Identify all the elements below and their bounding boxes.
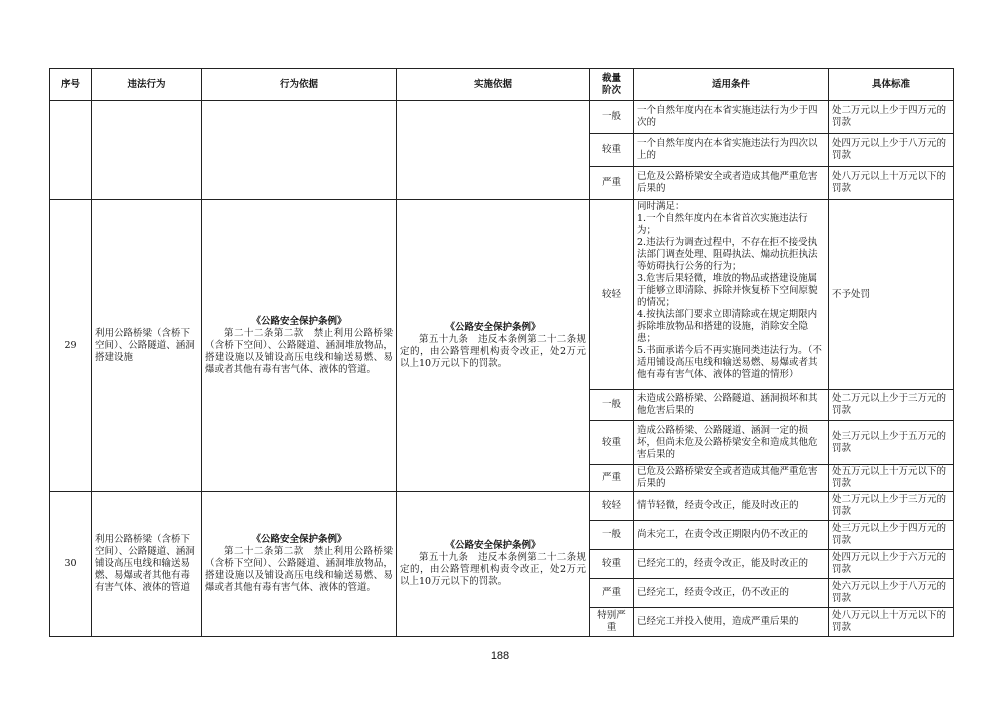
law-title: 《公路安全保护条例》 xyxy=(445,540,541,551)
level-cell: 一般 xyxy=(590,521,634,550)
standard-cell: 处四万元以上少于六万元的罚款 xyxy=(829,550,954,579)
law-text: 第五十九条 违反本条例第二十二条规定的，由公路管理机构责令改正，处2万元以上10万元以下的罚款。 xyxy=(400,552,586,587)
condition-line: 5.书面承诺今后不再实施同类违法行为。（不适用铺设高压电线和输送易燃、易爆或者其他有毒有害气体、液体的管道的情形） xyxy=(637,345,822,380)
condition-line: 4.按执法部门要求立即清除或在规定期限内拆除堆放物品和搭建的设施，消除安全隐患； xyxy=(637,309,818,344)
standard-cell: 处三万元以上少于四万元的罚款 xyxy=(829,521,954,550)
header-cell: 序号 xyxy=(50,69,92,101)
header-cell: 具体标准 xyxy=(829,69,954,101)
header-row xyxy=(50,69,954,101)
standard-cell: 处三万元以上少于五万元的罚款 xyxy=(829,421,954,465)
standard-cell: 处二万元以上少于三万元的罚款 xyxy=(829,390,954,421)
standard-cell: 处四万元以上少于八万元的罚款 xyxy=(829,134,954,167)
condition-cell xyxy=(634,200,829,390)
standard-cell: 处五万元以上十万元以下的罚款 xyxy=(829,465,954,492)
level-cell: 严重 xyxy=(590,579,634,608)
level-cell: 一般 xyxy=(590,101,634,134)
impl-cell xyxy=(397,492,590,637)
law-text: 第二十二条第二款 禁止利用公路桥梁（含桥下空间）、公路隧道、涵洞堆放物品，搭建设施以及铺设高压电线和输送易燃、易爆或者其他有毒有害气体、液体的管道。 xyxy=(205,546,393,593)
condition-cell: 一个自然年度内在本省实施违法行为四次以上的 xyxy=(634,134,829,167)
level-cell: 较重 xyxy=(590,134,634,167)
law-text: 第二十二条第二款 禁止利用公路桥梁（含桥下空间）、公路隧道、涵洞堆放物品，搭建设施以及铺设高压电线和输送易燃、易爆或者其他有毒有害气体、液体的管道。 xyxy=(205,327,393,375)
no-cell xyxy=(50,101,92,200)
no-cell: 30 xyxy=(50,492,92,637)
header-cell: 实施依据 xyxy=(397,69,590,101)
standard-cell: 处二万元以上少于三万元的罚款 xyxy=(829,492,954,521)
violation-cell xyxy=(92,101,202,200)
level-cell: 较轻 xyxy=(590,492,634,521)
header-cell: 适用条件 xyxy=(634,69,829,101)
header-cell: 行为依据 xyxy=(202,69,397,101)
law-title: 《公路安全保护条例》 xyxy=(251,534,347,545)
condition-cell: 情节轻微，经责令改正，能及时改正的 xyxy=(634,492,829,521)
condition-cell: 已危及公路桥梁安全或者造成其他严重危害后果的 xyxy=(634,465,829,492)
condition-cell: 一个自然年度内在本省实施违法行为少于四次的 xyxy=(634,101,829,134)
law-title: 《公路安全保护条例》 xyxy=(445,321,541,333)
table-row xyxy=(50,492,954,521)
condition-cell: 未造成公路桥梁、公路隧道、涵洞损坏和其他危害后果的 xyxy=(634,390,829,421)
condition-cell: 已经完工并投入使用，造成严重后果的 xyxy=(634,608,829,637)
impl-cell xyxy=(397,101,590,200)
standard-cell: 处二万元以上少于四万元的罚款 xyxy=(829,101,954,134)
condition-cell: 尚未完工，在责令改正期限内仍不改正的 xyxy=(634,521,829,550)
level-cell: 一般 xyxy=(590,390,634,421)
basis-cell xyxy=(202,492,397,637)
standard-cell: 处八万元以上十万元以下的罚款 xyxy=(829,608,954,637)
condition-cell: 造成公路桥梁、公路隧道、涵洞一定的损坏，但尚未危及公路桥梁安全和造成其他危害后果的 xyxy=(634,421,829,465)
level-cell: 较重 xyxy=(590,421,634,465)
table-row xyxy=(50,200,954,390)
standard-cell: 不予处罚 xyxy=(829,200,954,390)
condition-line: 2.违法行为调查过程中，不存在拒不接受执法部门调查处理、阻碍执法、煽动抗拒执法等妨碍执行公务的行为； xyxy=(637,237,818,272)
penalty-table xyxy=(49,68,954,637)
level-cell: 特别严重 xyxy=(590,608,634,637)
standard-cell: 处八万元以上十万元以下的罚款 xyxy=(829,167,954,200)
condition-line: 3.危害后果轻微，堆放的物品或搭建设施属于能够立即清除、拆除并恢复桥下空间原貌的情况； xyxy=(637,273,818,308)
page-number: 188 xyxy=(490,650,510,662)
header-cell: 违法行为 xyxy=(92,69,202,101)
condition-cell: 已危及公路桥梁安全或者造成其他严重危害后果的 xyxy=(634,167,829,200)
violation-cell: 利用公路桥梁（含桥下空间）、公路隧道、涵洞搭建设施 xyxy=(92,200,202,492)
basis-cell xyxy=(202,101,397,200)
condition-line: 1.一个自然年度内在本省首次实施违法行为； xyxy=(637,213,808,236)
level-cell: 严重 xyxy=(590,465,634,492)
condition-cell: 已经完工，经责令改正，仍不改正的 xyxy=(634,579,829,608)
level-cell: 较重 xyxy=(590,550,634,579)
condition-line: 同时满足： xyxy=(637,201,685,212)
violation-cell: 利用公路桥梁（含桥下空间）、公路隧道、涵洞铺设高压电线和输送易燃、易爆或者其他有毒有害气体、液体的管道 xyxy=(92,492,202,637)
condition-cell: 已经完工的，经责令改正，能及时改正的 xyxy=(634,550,829,579)
law-title: 《公路安全保护条例》 xyxy=(251,315,347,327)
law-text: 第五十九条 违反本条例第二十二条规定的，由公路管理机构责令改正，处2万元以上10万元以下的罚款。 xyxy=(400,333,586,369)
no-cell: 29 xyxy=(50,200,92,492)
impl-cell xyxy=(397,200,590,492)
level-cell: 较轻 xyxy=(590,200,634,390)
standard-cell: 处六万元以上少于八万元的罚款 xyxy=(829,579,954,608)
level-cell: 严重 xyxy=(590,167,634,200)
basis-cell xyxy=(202,200,397,492)
table-row xyxy=(50,101,954,134)
header-cell: 裁量 阶次 xyxy=(590,69,634,101)
